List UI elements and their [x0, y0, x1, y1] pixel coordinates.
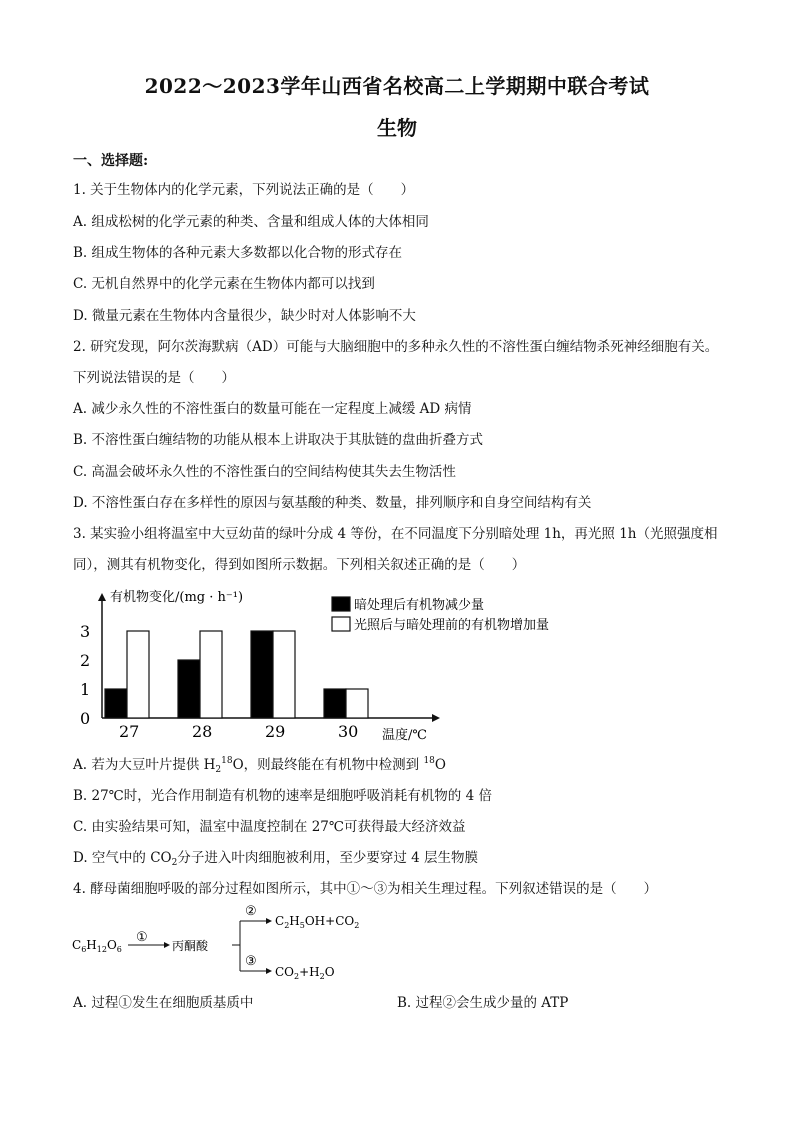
- step1-label: ①: [136, 930, 148, 945]
- q2-option-a: A. 减少永久性的不溶性蛋白的数量可能在一定程度上减缓 AD 病情: [73, 401, 472, 417]
- y-tick-label: 1: [80, 680, 91, 699]
- chart-xlabel: 温度/℃: [382, 728, 427, 743]
- q3-option-d: D. 空气中的 $CO_2$分子进入叶肉细胞被利用，至少要穿过 4 层生物膜: [73, 850, 479, 868]
- y-tick-label: 2: [80, 651, 91, 670]
- bar-dark: [105, 689, 127, 718]
- bar-dark: [324, 689, 346, 718]
- y-axis-arrow: [98, 593, 106, 601]
- bar-dark: [178, 660, 200, 718]
- q1-stem: 1. 关于生物体内的化学元素，下列说法正确的是（ ）: [73, 182, 415, 198]
- glucose-formula: $C_6H_{12}O_6$: [72, 938, 122, 954]
- x-axis-arrow: [432, 714, 440, 722]
- chart-legend: [332, 597, 549, 633]
- legend-swatch: [332, 597, 350, 611]
- pyruvate-label: 丙酮酸: [172, 939, 209, 953]
- q2-option-d: D. 不溶性蛋白存在多样性的原因与氨基酸的种类、数量，排列顺序和自身空间结构有关: [73, 495, 592, 511]
- q1-option-c: C. 无机自然界中的化学元素在生物体内都可以找到: [73, 276, 375, 292]
- q1-option-d: D. 微量元素在生物体内含量很少，缺少时对人体影响不大: [73, 308, 416, 324]
- q4-option-b: B. 过程②会生成少量的 ATP: [397, 995, 569, 1011]
- aerobic-product: $CO_2+H_2O$: [275, 965, 335, 981]
- q3-stem-line2: 同），测其有机物变化，得到如图所示数据。下列相关叙述正确的是（ ）: [73, 557, 526, 573]
- q3-stem-line1: 3. 某实验小组将温室中大豆幼苗的绿叶分成 4 等份，在不同温度下分别暗处理 1h，再光照 1h（光照强度相: [73, 526, 718, 542]
- q2-stem-line1: 2. 研究发现，阿尔茨海默病（AD）可能与大脑细胞中的多种永久性的不溶性蛋白缠结物杀死神经细胞有关。: [73, 339, 719, 355]
- q4-stem: 4. 酵母菌细胞呼吸的部分过程如图所示，其中①～③为相关生理过程。下列叙述错误的是（ ）: [73, 881, 658, 897]
- q2-option-b: B. 不溶性蛋白缠结物的功能从根本上讲取决于其肽链的盘曲折叠方式: [73, 432, 484, 448]
- section-heading: 一、选择题:: [73, 153, 149, 169]
- respiration-scheme: [70, 903, 400, 983]
- q4-option-a: A. 过程①发生在细胞质基质中: [73, 995, 254, 1011]
- bar-light: [273, 631, 295, 718]
- x-tick-label: 30: [338, 722, 359, 741]
- step3-label: ③: [245, 954, 257, 969]
- y-tick-label: 3: [80, 622, 91, 641]
- ethanol-product: $C_2H_5OH+CO_2$: [275, 914, 360, 930]
- organic-matter-bar-chart: [70, 585, 590, 750]
- q3-option-c: C. 由实验结果可知，温室中温度控制在 27℃可获得最大经济效益: [73, 819, 466, 835]
- q3-option-b: B. 27℃时，光合作用制造有机物的速率是细胞呼吸消耗有机物的 4 倍: [73, 788, 492, 804]
- q2-stem-line2: 下列说法错误的是（ ）: [73, 370, 235, 386]
- step2-label: ②: [245, 904, 257, 919]
- q1-option-a: A. 组成松树的化学元素的种类、含量和组成人体的大体相同: [73, 214, 429, 230]
- q2-option-c: C. 高温会破坏永久性的不溶性蛋白的空间结构使其失去生物活性: [73, 464, 456, 480]
- exam-title: 2022～2023学年山西省名校高二上学期期中联合考试: [144, 74, 650, 98]
- x-tick-label: 28: [192, 722, 213, 741]
- bar-light: [127, 631, 149, 718]
- q3-option-a: A. 若为大豆叶片提供 $H_2^{18}O$，则最终能在有机物中检测到 $^{18}$O: [73, 756, 446, 775]
- chart-ylabel: 有机物变化/(mg · h⁻¹): [110, 590, 244, 605]
- subject-title: 生物: [377, 116, 417, 140]
- legend-label: 光照后与暗处理前的有机物增加量: [354, 618, 550, 633]
- q1-option-b: B. 组成生物体的各种元素大多数都以化合物的形式存在: [73, 245, 403, 261]
- legend-label: 暗处理后有机物减少量: [354, 598, 485, 613]
- chart-plot-area: [80, 593, 440, 741]
- bar-dark: [251, 631, 273, 718]
- y-tick-label: 0: [80, 709, 91, 728]
- x-tick-label: 29: [265, 722, 286, 741]
- x-tick-label: 27: [119, 722, 140, 741]
- legend-swatch: [332, 617, 350, 631]
- bar-light: [346, 689, 368, 718]
- bar-light: [200, 631, 222, 718]
